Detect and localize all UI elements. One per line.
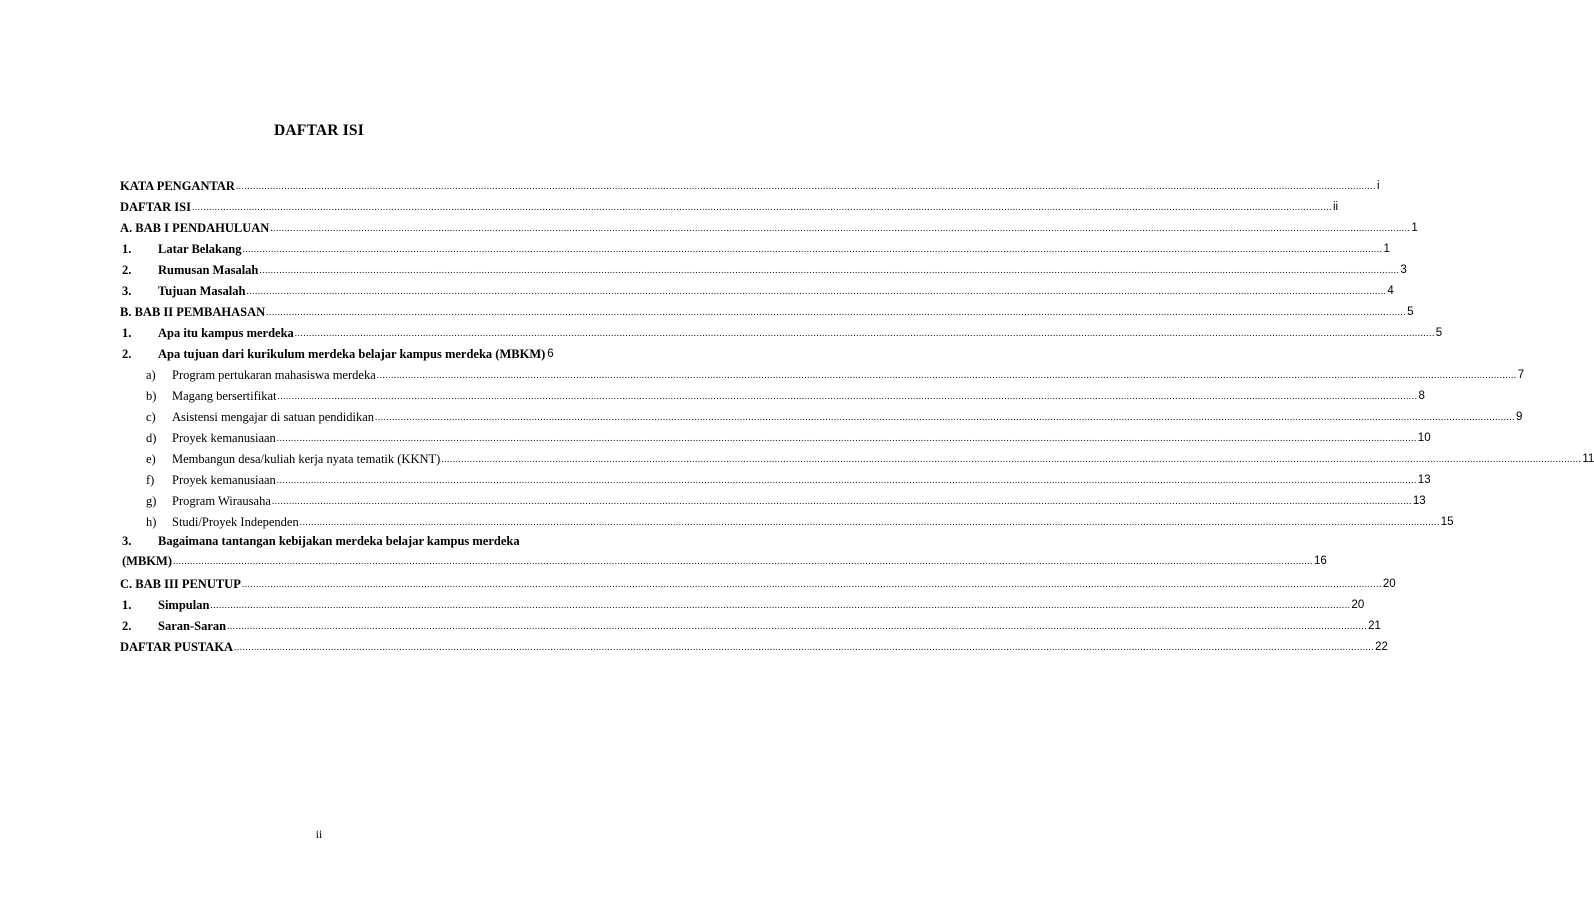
toc-leader-dots: ................................................................................................................................................................................................................................................................................................................................................................................................................ [276,475,1417,485]
toc-entry-page: 13 [1417,474,1431,486]
toc-entry-number: e) [146,452,156,466]
toc-entry[interactable] [120,256,1407,277]
toc-entry-number: a) [146,368,156,382]
toc-entry-number: h) [146,515,157,529]
toc-entry-label: DAFTAR ISI [120,200,191,214]
toc-entry-page: 10 [1417,432,1431,444]
toc-leader-dots: ................................................................................................................................................................................................................................................................................................................................................................................................................ [266,307,1407,317]
toc-entry-number: 3. [122,284,132,298]
toc-entry-number: g) [146,494,157,508]
toc-entry-number: 2. [122,263,132,277]
toc-entry-number: c) [146,410,156,424]
toc-entry[interactable] [120,361,1525,382]
toc-entry[interactable] [120,193,1339,214]
toc-entry-label: Magang bersertifikat [172,389,277,403]
toc-entry-label: Program pertukaran mahasiswa merdeka [172,368,376,382]
toc-leader-dots: ................................................................................................................................................................................................................................................................................................................................................................................................................ [242,244,1383,254]
toc-entry[interactable] [120,570,1396,591]
toc-entry[interactable] [120,612,1381,633]
toc-entry-page: i [1376,180,1380,192]
toc-entry-label: Apa tujuan dari kurikulum merdeka belajar kampus merdeka (MBKM) [158,347,546,361]
toc-entry-number: 2. [122,347,132,361]
toc-entry-page: 15 [1440,516,1454,528]
toc-entry-label: Program Wirausaha [172,494,271,508]
toc-entry-label: Proyek kemanusiaan [172,473,276,487]
toc-entry-number: b) [146,389,157,403]
toc-leader-dots: ................................................................................................................................................................................................................................................................................................................................................................................................................ [227,621,1368,631]
toc-entry[interactable] [120,591,1365,612]
toc-entry-page: 20 [1382,578,1396,590]
toc-entry-label: Simpulan [158,598,210,612]
toc-leader-dots: ................................................................................................................................................................................................................................................................................................................................................................................................................ [210,600,1351,610]
toc-entry-number: 1. [122,598,132,612]
toc-entry-label: C. BAB III PENUTUP [120,577,241,591]
toc-entry-number: f) [146,473,155,487]
toc-entry[interactable] [120,382,1425,403]
toc-entry[interactable] [120,319,1443,340]
toc-entry-page: 20 [1351,599,1365,611]
toc-entry-label: Membangun desa/kuliah kerja nyata tematik (KKNT) [172,452,441,466]
toc-entry-label: Rumusan Masalah [158,263,259,277]
toc-entry-page: 3 [1400,264,1407,276]
toc-section-closing [120,570,1396,654]
toc-entry[interactable] [120,277,1394,298]
toc-leader-dots: ................................................................................................................................................................................................................................................................................................................................................................................................................ [276,433,1417,443]
toc-entry-page: 7 [1517,369,1525,381]
toc-leader-dots: ................................................................................................................................................................................................................................................................................................................................................................................................................ [441,454,1582,464]
toc-entry-page: 11 [1582,453,1594,465]
toc-leader-dots: ................................................................................................................................................................................................................................................................................................................................................................................................................ [271,496,1412,506]
toc-entry-label: KATA PENGANTAR [120,179,235,193]
toc-entry[interactable] [120,298,1414,319]
toc-leader-dots: ................................................................................................................................................................................................................................................................................................................................................................................................................ [294,328,1435,338]
toc-leader-dots: ................................................................................................................................................................................................................................................................................................................................................................................................................ [259,265,1400,275]
toc-leader-dots: ................................................................................................................................................................................................................................................................................................................................................................................................................ [277,391,1418,401]
toc-entry[interactable] [120,403,1523,424]
toc-entry-label: A. BAB I PENDAHULUAN [120,221,270,235]
toc-entry-label: Apa itu kampus merdeka [158,326,294,340]
toc-leader-dots: ................................................................................................................................................................................................................................................................................................................................................................................................................ [241,579,1382,589]
toc-entry[interactable] [120,172,1380,193]
toc-entry-page: ii [1332,201,1339,213]
toc-leader-dots: ................................................................................................................................................................................................................................................................................................................................................................................................................ [270,223,1411,233]
toc-leader-dots: ................................................................................................................................................................................................................................................................................................................................................................................................................ [246,286,1387,296]
toc-entry-label: Saran-Saran [158,619,227,633]
table-of-contents [120,172,1594,654]
toc-entry-page: 16 [1313,555,1327,567]
toc-entry-label: Asistensi mengajar di satuan pendidikan [172,410,375,424]
toc-entry[interactable] [120,487,1426,508]
toc-entry[interactable] [120,445,1594,466]
toc-entry[interactable] [120,508,1454,529]
toc-leader-dots: ................................................................................................................................................................................................................................................................................................................................................................................................................ [172,556,1313,566]
toc-entry-label: DAFTAR PUSTAKA [120,640,234,654]
toc-entry-mbkm-challenges[interactable] [120,529,1327,570]
toc-entry-label: Bagaimana tantangan kebijakan merdeka belajar kampus merdeka [158,534,520,548]
toc-entry-page: 5 [1407,306,1414,318]
toc-entry-label-continued: (MBKM) [122,554,172,568]
toc-entry-page: 22 [1375,641,1388,653]
toc-entry-page: 4 [1387,285,1394,297]
toc-entry[interactable] [120,340,554,361]
toc-entry-label: Studi/Proyek Independen [172,515,299,529]
page-title: DAFTAR ISI [274,122,364,139]
toc-entry-number: 1. [122,326,132,340]
toc-entry-label: B. BAB II PEMBAHASAN [120,305,266,319]
toc-entry[interactable] [120,466,1431,487]
toc-leader-dots: ................................................................................................................................................................................................................................................................................................................................................................................................................ [376,370,1517,380]
toc-entry-label: Proyek kemanusiaan [172,431,276,445]
toc-entry-page: 13 [1412,495,1426,507]
toc-entry-page: 1 [1383,243,1390,255]
toc-entry-number: 3. [122,534,132,548]
toc-leader-dots: ................................................................................................................................................................................................................................................................................................................................................................................................................ [299,517,1440,527]
toc-entry-number: d) [146,431,157,445]
toc-leader-dots: ................................................................................................................................................................................................................................................................................................................................................................................................................ [235,181,1376,191]
toc-leader-dots: ................................................................................................................................................................................................................................................................................................................................................................................................................ [375,412,1516,422]
toc-entry-page: 21 [1368,620,1381,632]
toc-entry-page: 6 [547,348,554,360]
toc-entry-page: 1 [1411,222,1418,234]
toc-leader-dots: ................................................................................................................................................................................................................................................................................................................................................................................................................ [234,642,1375,652]
toc-entry-page: 9 [1516,411,1523,423]
page-number: ii [315,829,323,841]
toc-entry[interactable] [120,633,1388,654]
toc-entry-number: 1. [122,242,132,256]
toc-leader-dots: ................................................................................................................................................................................................................................................................................................................................................................................................................ [191,202,1332,212]
toc-entry-label: Tujuan Masalah [158,284,246,298]
toc-entry-number: 2. [122,619,132,633]
toc-entry-page: 8 [1418,390,1425,402]
toc-entry-page: 5 [1435,327,1443,339]
toc-entry-label: Latar Belakang [158,242,242,256]
toc-entry[interactable] [120,235,1390,256]
toc-entry[interactable] [120,424,1431,445]
toc-entry[interactable] [120,214,1418,235]
toc-section-main [120,172,1594,529]
